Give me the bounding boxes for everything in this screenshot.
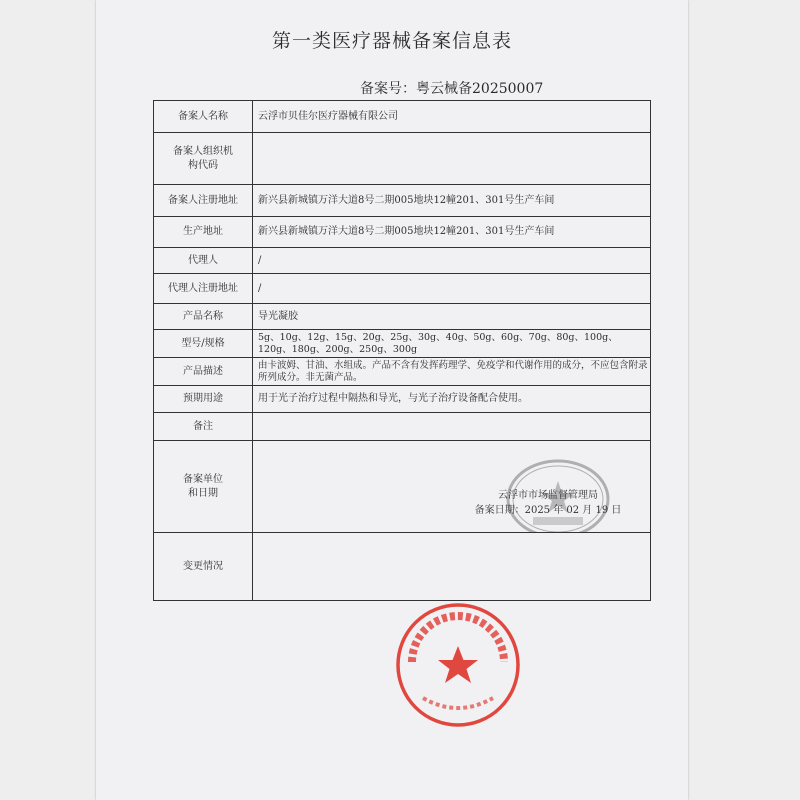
applicant-name-value: 云浮市贝佳尔医疗器械有限公司 bbox=[253, 101, 651, 133]
model-spec-value: 5g、10g、12g、15g、20g、25g、30g、40g、50g、60g、70g、80g、100g、120g、180g、200g、250g、300g bbox=[253, 330, 651, 358]
agent-label: 代理人 bbox=[154, 248, 253, 274]
filing-unit-date-label bbox=[154, 441, 253, 533]
table-row bbox=[154, 101, 651, 133]
product-description-value: 由卡波姆、甘油、水组成。产品不含有发挥药理学、免疫学和代谢作用的成分，不应包含附录所列成分。非无菌产品。 bbox=[253, 358, 651, 386]
org-code-label-text: 备案人组织机构代码 bbox=[173, 145, 233, 171]
change-status-value bbox=[253, 533, 651, 601]
model-spec-label: 型号/规格 bbox=[154, 330, 253, 358]
product-name-value: 导光凝胶 bbox=[253, 304, 651, 330]
filing-date: 备案日期：2025 年 02 月 19 日 bbox=[474, 505, 622, 516]
table-row bbox=[154, 441, 651, 533]
record-number: 备案号：粤云械备20250007 bbox=[360, 81, 544, 97]
table-row bbox=[154, 185, 651, 217]
agent-address-label: 代理人注册地址 bbox=[154, 274, 253, 304]
remarks-label: 备注 bbox=[154, 413, 253, 441]
intended-use-value: 用于光子治疗过程中隔热和导光，与光子治疗设备配合使用。 bbox=[253, 386, 651, 413]
info-table bbox=[153, 100, 651, 601]
table-row bbox=[154, 133, 651, 185]
table-row bbox=[154, 358, 651, 386]
document-title: 第一类医疗器械备案信息表 bbox=[271, 30, 512, 52]
intended-use-label: 预期用途 bbox=[154, 386, 253, 413]
org-code-value bbox=[253, 133, 651, 185]
registered-address-value: 新兴县新城镇万洋大道8号二期005地块12幢201、301号生产车间 bbox=[253, 185, 651, 217]
product-name-label: 产品名称 bbox=[154, 304, 253, 330]
applicant-name-label: 备案人名称 bbox=[154, 101, 253, 133]
company-seal-icon bbox=[393, 600, 523, 730]
registered-address-label: 备案人注册地址 bbox=[154, 185, 253, 217]
production-address-value: 新兴县新城镇万洋大道8号二期005地块12幢201、301号生产车间 bbox=[253, 217, 651, 248]
table-row bbox=[154, 274, 651, 304]
production-address-label: 生产地址 bbox=[154, 217, 253, 248]
table-row bbox=[154, 330, 651, 358]
org-code-label bbox=[154, 133, 253, 185]
filing-unit-date-value bbox=[253, 441, 651, 533]
filing-unit: 云浮市市场监督管理局 bbox=[498, 490, 598, 501]
product-description-label: 产品描述 bbox=[154, 358, 253, 386]
agent-address-value: / bbox=[253, 274, 651, 304]
table-row bbox=[154, 533, 651, 601]
table-row bbox=[154, 413, 651, 441]
filing-unit-date-label-text: 备案单位和日期 bbox=[183, 473, 223, 499]
filing-department bbox=[463, 488, 633, 518]
table-row bbox=[154, 304, 651, 330]
table-row bbox=[154, 248, 651, 274]
agent-value: / bbox=[253, 248, 651, 274]
remarks-value bbox=[253, 413, 651, 441]
change-status-label: 变更情况 bbox=[154, 533, 253, 601]
table-row bbox=[154, 386, 651, 413]
table-row bbox=[154, 217, 651, 248]
